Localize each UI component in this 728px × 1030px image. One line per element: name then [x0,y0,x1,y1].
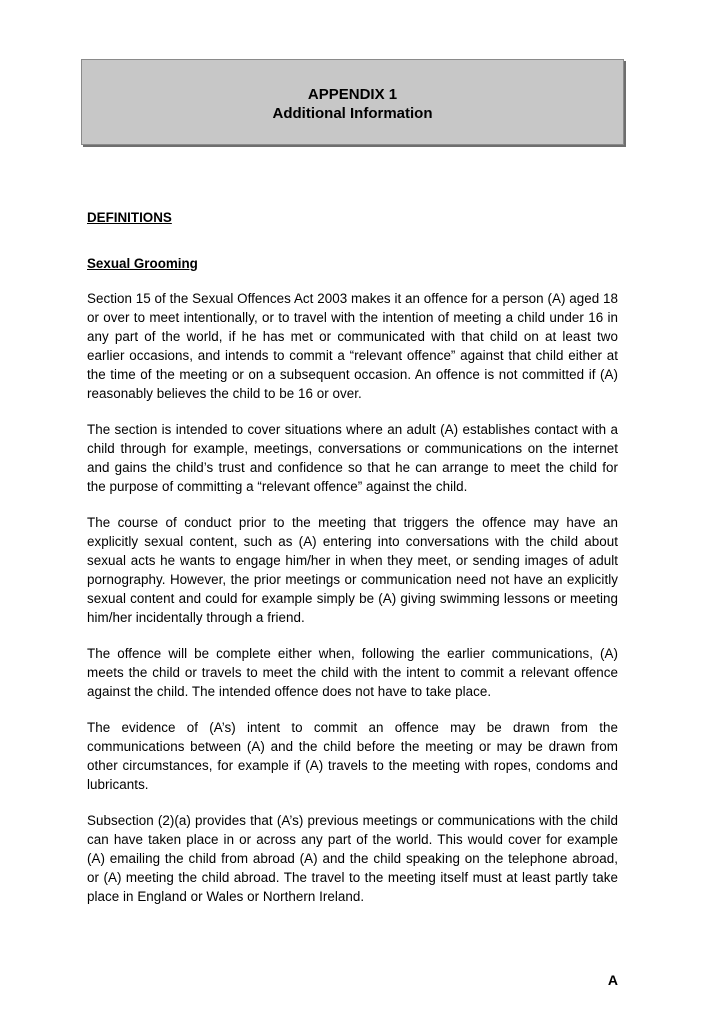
page-letter: A [607,972,618,988]
paragraph-situations: The section is intended to cover situations where an adult (A) establishes contact with a child through for example, meetings, conversations or communications on the internet and gains the child’s trust and confidence so that he can arrange to meet the child for the purpose of committing a “relevant offence” against the child. [87,422,618,494]
paragraph-offence-complete: The offence will be complete either when, following the earlier communications, (A) meets the child or travels to meet the child with the intent to commit a relevant offence against the child. The intended offence does not have to take place. [87,646,618,699]
appendix-title: APPENDIX 1 [307,86,398,103]
appendix-subtitle: Additional Information [272,105,433,122]
paragraph-course-of-conduct: The course of conduct prior to the meeting that triggers the offence may have an explicitly sexual content, such as (A) entering into conversations with the child about sexual acts he wants to engage him/her in when they meet, or sending images of adult pornography. However, the prior meetings or communication need not have an explicitly sexual content and could for example simply be (A) giving swimming lessons or meeting him/her incidentally through a friend. [87,515,618,625]
sexual-grooming-heading: Sexual Grooming [87,256,198,271]
document-body [87,209,618,923]
definitions-heading: DEFINITIONS [87,210,172,225]
paragraph-section-15: Section 15 of the Sexual Offences Act 2003 makes it an offence for a person (A) aged 18 or over to meet intentionally, or to travel with the intention of meeting a child under 16 in any part of the world, if he has met or communicated with that child on at least two earlier occasions, and intends to commit a “relevant offence” against that child either at the time of the meeting or on a subsequent occasion. An offence is not committed if (A) reasonably believes the child to be 16 or over. [87,291,618,401]
appendix-header-text [82,85,623,123]
paragraph-evidence-of-intent: The evidence of (A’s) intent to commit an offence may be drawn from the communications between (A) and the child before the meeting or may be drawn from other circumstances, for example if (A) travels to the meeting with ropes, condoms and lubricants. [87,720,618,792]
paragraph-subsection-2a: Subsection (2)(a) provides that (A’s) previous meetings or communications with the child can have taken place in or across any part of the world. This would cover for example (A) emailing the child from abroad (A) and the child speaking on the telephone abroad, or (A) meeting the child abroad. The travel to the meeting itself must at least partly take place in England or Wales or Northern Ireland. [87,813,618,904]
appendix-header-box [81,59,624,145]
